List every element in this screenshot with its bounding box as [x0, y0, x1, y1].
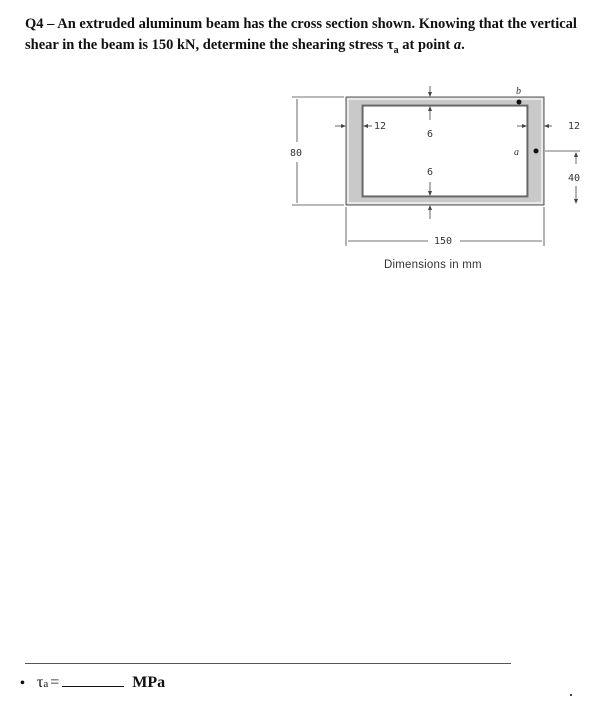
point-b-marker [517, 100, 522, 105]
top-flange-arrowhead-b [428, 106, 432, 111]
answer-unit: MPa [132, 674, 166, 691]
point-a-label: a [514, 147, 519, 158]
cross-section-diagram [280, 82, 590, 282]
answer-line [20, 672, 165, 692]
bottom-flange-dim-label: 6 [427, 167, 434, 178]
point-label: a [453, 37, 462, 53]
tau-symbol: τ [386, 37, 394, 53]
point-a-marker [534, 149, 539, 154]
point-height-dim-label: 40 [568, 173, 581, 184]
figure-caption: Dimensions in mm [384, 259, 482, 271]
answer-divider [25, 663, 511, 664]
question-text [25, 14, 585, 61]
section-outer-highlight [348, 99, 542, 203]
right-wall-dim-label: 12 [568, 121, 581, 132]
cross-section-figure [280, 82, 590, 282]
point-b-label: b [516, 86, 521, 97]
top-flange-dim-label: 6 [427, 129, 434, 140]
point-height-arrowhead-bottom [574, 199, 578, 204]
right-wall-arrowhead-b [544, 124, 549, 128]
width-dim-label: 150 [434, 236, 453, 247]
right-wall-arrowhead-a [522, 124, 527, 128]
question-middle: at point [398, 37, 454, 53]
left-wall-dim-label: 12 [374, 121, 387, 132]
height-dim-label: 80 [290, 148, 303, 159]
bottom-flange-arrowhead-a [428, 191, 432, 196]
top-flange-arrowhead-a [428, 92, 432, 97]
question-lead: Q4 – An extruded aluminum beam has the cross section shown. Knowing that the vertical shear in the beam is 150 kN, determine the shearing stress [25, 16, 577, 53]
answer-tau-symbol: τ [36, 674, 44, 691]
stray-dot [570, 694, 572, 696]
left-wall-arrowhead-a [341, 124, 346, 128]
answer-bullet: • [20, 676, 25, 691]
answer-blank[interactable] [62, 672, 124, 687]
bottom-flange-arrowhead-b [428, 205, 432, 210]
point-height-arrowhead-top [574, 152, 578, 157]
answer-equals: = [50, 674, 60, 691]
question-end: . [461, 37, 465, 53]
section-inner-shadow [362, 105, 528, 197]
left-wall-arrowhead-b [363, 124, 368, 128]
tau-subscript: a [393, 44, 399, 56]
answer-tau-subscript: a [43, 678, 49, 690]
